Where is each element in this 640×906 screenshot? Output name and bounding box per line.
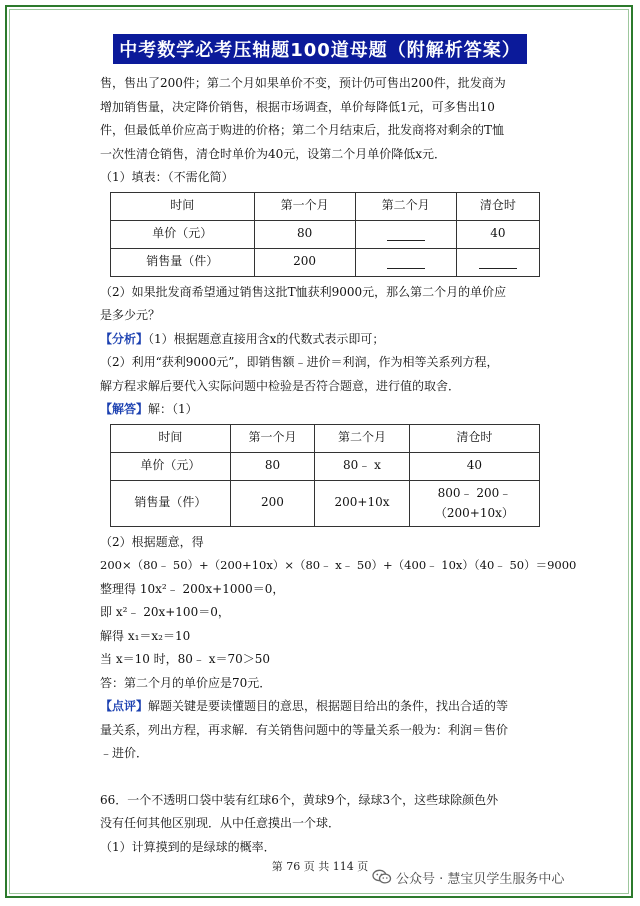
page-number: 第 76 页 共 114 页 [271,860,369,873]
intro-line: 件，但最低单价应高于购进的价格；第二个月结束后，批发商将对剩余的T恤 [100,123,505,137]
row-label: 销售量（件） [111,480,231,526]
table-cell [355,248,456,276]
table-cell: 80 [230,452,314,480]
analysis-text: （1）根据题意直接用含x的代数式表示即可； [148,331,385,346]
table-cell: 40 [456,220,539,248]
table-header-row [111,192,540,220]
answer-blank [387,226,425,241]
comment-text: 解题关键是要读懂题目的意思，根据题目给出的条件，找出合适的等 [148,699,509,713]
row-label: 销售量（件） [111,248,255,276]
table-cell: 200+10x [315,480,410,526]
question-66-line: 66．一个不透明口袋中装有红球6个，黄球9个，绿球3个，这些球除颜色外 [100,792,499,807]
intro-line: 增加销售量，决定降价销售，根据市场调查，单价每降低1元，可多售出10 [100,99,495,114]
table-cell [355,220,456,248]
table-header-cell: 清仓时 [409,424,539,452]
table-header-row [111,424,540,452]
row-label: 单价（元） [111,452,231,480]
table-cell [409,480,539,526]
question-66-line: 没有任何其他区别现．从中任意摸出一个球． [100,816,341,830]
comment-tag: 【点评】 [100,699,149,713]
answer-line [100,398,545,422]
section-gap [100,766,545,789]
table-row [111,248,540,276]
table-cell: 200 [230,480,314,526]
comment-line: 量关系，列出方程，再求解．有关销售问题中的等量关系一般为：利润＝售价 [100,722,509,737]
table-header-cell: 时间 [111,192,255,220]
analysis-line: 解方程求解后要代入实际问题中检验是否符合题意，进行值的取舍． [100,378,461,393]
answer-text: 解：（1） [148,402,198,416]
table-header-cell: 时间 [111,424,231,452]
table-cell: 200 [254,248,355,276]
question-2-line: （2）如果批发商希望通过销售这批T恤获利9000元，那么第二个月的单价应 [100,284,507,299]
table-row [111,480,540,526]
table-cell [456,248,539,276]
comment-line: ﹣进价． [100,746,149,760]
intro-line: 一次性清仓销售，清仓时单价为40元，设第二个月单价降低x元． [100,146,447,161]
table-header-cell: 第二个月 [315,424,410,452]
table-header-cell: 第一个月 [254,192,355,220]
question-2-line: 是多少元？ [100,308,161,322]
question-66-line: （1）计算摸到的是绿球的概率． [100,839,276,854]
watermark [372,866,564,888]
cell-line: （200+10x） [434,506,514,520]
fill-in-table [110,192,540,277]
solution-line: 解得 x₁＝x₂＝10 [100,628,191,643]
answer-tag: 【解答】 [100,402,149,416]
table-cell: 80 [254,220,355,248]
cell-line: 800﹣ 200﹣ [437,486,512,500]
solution-line: 200×（80﹣ 50）+（200+10x）×（80﹣ x﹣ 50）+（400﹣ 10x）（40﹣ 50）＝9000 [100,558,577,572]
table-row [111,452,540,480]
table-header-cell: 清仓时 [456,192,539,220]
solution-line: 即 x²﹣ 20x+100＝0， [100,605,230,619]
solution-line: （2）根据题意，得 [100,534,204,549]
answer-blank [387,254,425,269]
solution-line: 答：第二个月的单价应是70元． [100,675,272,690]
table-cell: 40 [409,452,539,480]
row-label: 单价（元） [111,220,255,248]
analysis-line: （2）利用“获利9000元”，即销售额﹣进价＝利润，作为相等关系列方程， [100,355,499,369]
table-cell: 80﹣ x [315,452,410,480]
answer-blank [479,254,517,269]
watermark-text: 公众号 · 慧宝贝学生服务中心 [396,871,565,887]
comment-line [100,695,545,719]
analysis-line [100,328,545,352]
solution-line: 整理得 10x²﹣ 200x+1000＝0， [100,581,285,596]
table-header-cell: 第二个月 [355,192,456,220]
question-1-label: （1）填表：（不需化简） [100,170,234,184]
table-row [111,220,540,248]
wechat-icon [372,869,392,885]
table-header-cell: 第一个月 [230,424,314,452]
intro-line: 售，售出了200件；第二个月如果单价不变，预计仍可售出200件，批发商为 [100,76,506,90]
title-banner: 中考数学必考压轴题100道母题（附解析答案） [113,34,527,64]
analysis-tag: 【分析】 [100,331,149,346]
document-body [100,72,577,859]
solution-line: 当 x＝10 时，80﹣ x＝70＞50 [100,652,271,666]
answer-table [110,424,540,527]
